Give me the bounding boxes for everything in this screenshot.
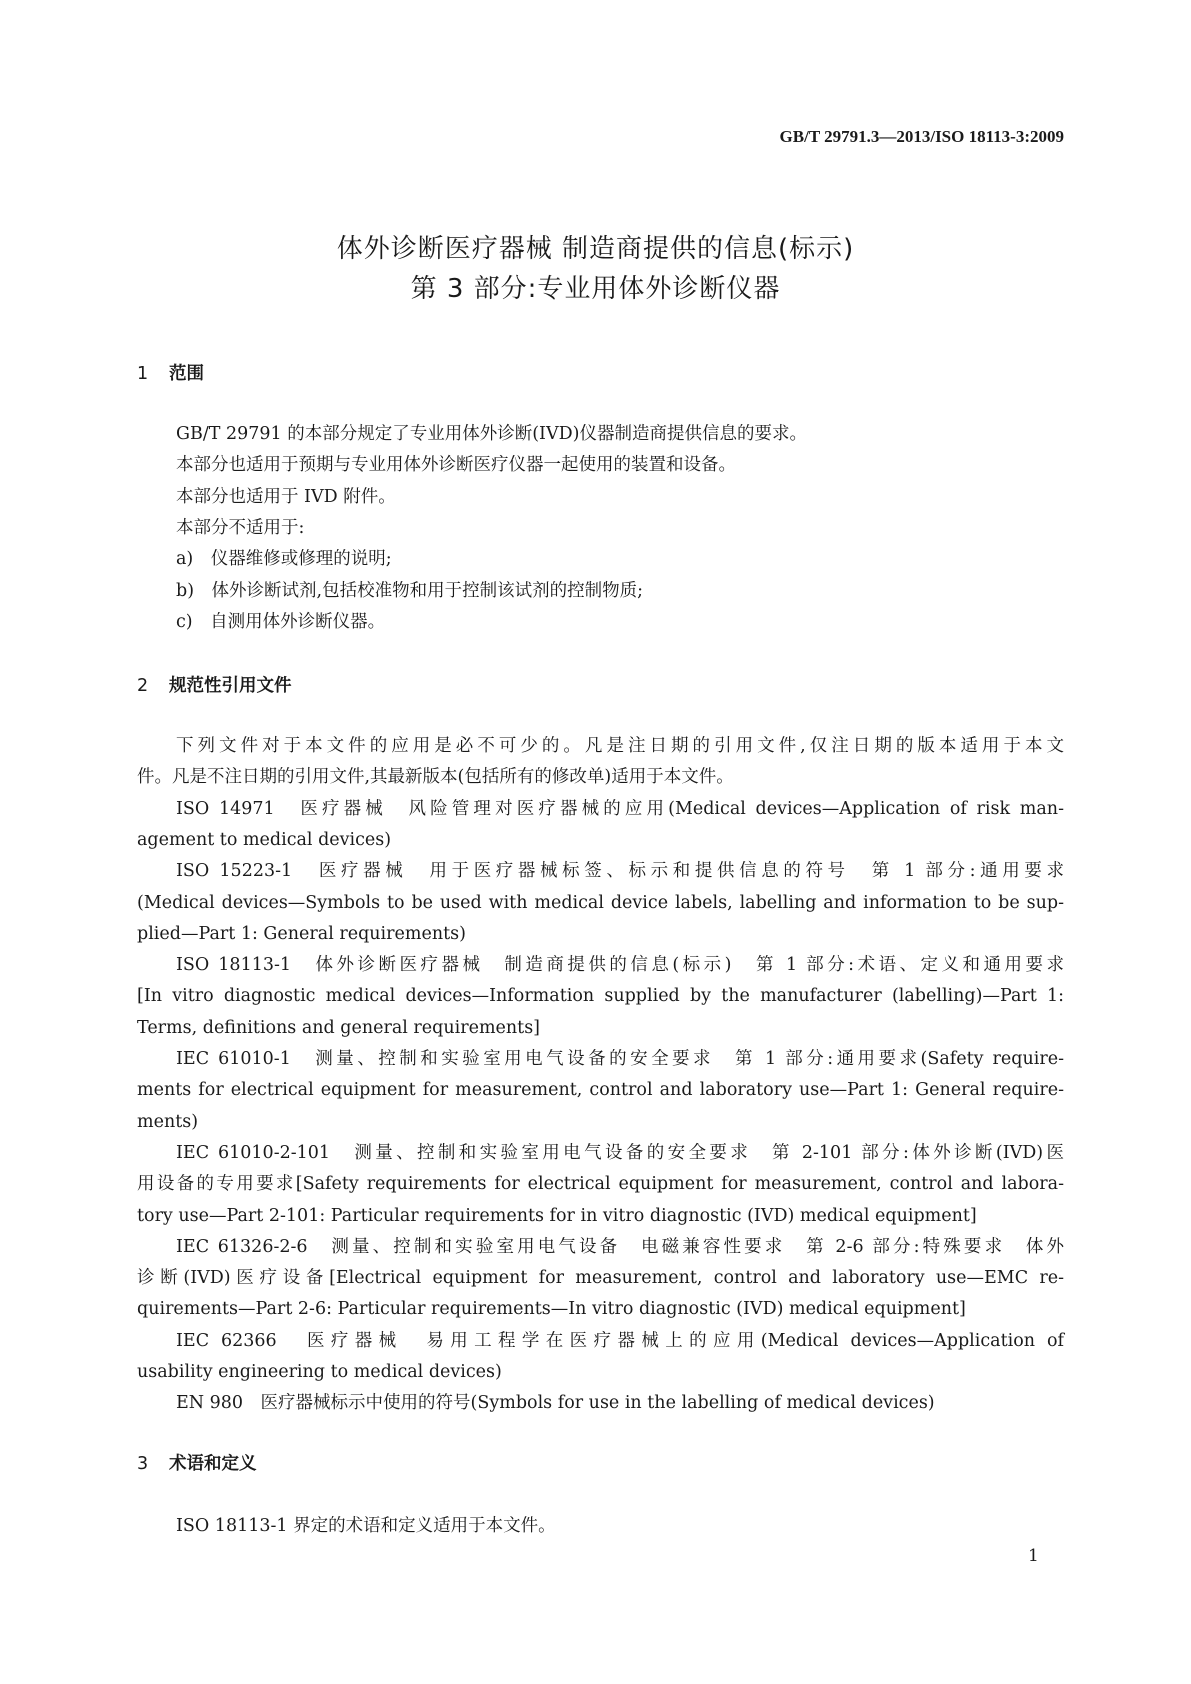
text-line: 件。凡是不注日期的引用文件,其最新版本(包括所有的修改单)适用于本文件。 bbox=[137, 767, 734, 788]
text-line: IEC 61326-2-6 测量、控制和实验室用电气设备 电磁兼容性要求 第 2-6 部分:特殊要求 体外 bbox=[176, 1236, 1064, 1257]
section-heading-1 bbox=[137, 360, 204, 385]
text-line: ISO 14971 医疗器械 风险管理对医疗器械的应用(Medical devices—Application of risk man- bbox=[176, 798, 1064, 819]
text-line: c) 自测用体外诊断仪器。 bbox=[176, 611, 386, 632]
section-title: 规范性引用文件 bbox=[169, 676, 292, 696]
document-header: GB/T 29791.3—2013/ISO 18113-3:2009 bbox=[779, 127, 1064, 146]
text-line: tory use—Part 2-101: Particular requirements for in vitro diagnostic (IVD) medical equipment] bbox=[137, 1205, 977, 1226]
section-heading-2 bbox=[137, 672, 292, 697]
text-line: 本部分也适用于 IVD 附件。 bbox=[176, 486, 396, 507]
text-line: ISO 15223-1 医疗器械 用于医疗器械标签、标示和提供信息的符号 第 1 部分:通用要求 bbox=[176, 861, 1064, 882]
text-line: IEC 62366 医疗器械 易用工程学在医疗器械上的应用(Medical devices—Application of bbox=[176, 1330, 1064, 1351]
text-line: ISO 18113-1 界定的术语和定义适用于本文件。 bbox=[176, 1516, 556, 1536]
text-line: ments for electrical equipment for measurement, control and laboratory use—Part 1: General require- bbox=[137, 1080, 1064, 1101]
text-line: EN 980 医疗器械标示中使用的符号(Symbols for use in the labelling of medical devices) bbox=[176, 1393, 935, 1414]
text-line: 诊断(IVD)医疗设备[Electrical equipment for measurement, control and laboratory use—EMC re- bbox=[137, 1268, 1064, 1289]
text-line: 本部分不适用于: bbox=[176, 517, 305, 538]
section-heading-3 bbox=[137, 1450, 257, 1475]
section-number: 2 bbox=[137, 676, 149, 696]
section-number: 1 bbox=[137, 364, 149, 384]
section-title: 术语和定义 bbox=[169, 1454, 257, 1474]
title-line-2: 第 3 部分:专业用体外诊断仪器 bbox=[410, 274, 781, 304]
text-line: IEC 61010-1 测量、控制和实验室用电气设备的安全要求 第 1 部分:通用要求(Safety require- bbox=[176, 1049, 1064, 1069]
page-number: 1 bbox=[1028, 1546, 1039, 1566]
text-line: quirements—Part 2-6: Particular requirements—In vitro diagnostic (IVD) medical equipment] bbox=[137, 1299, 966, 1320]
text-line: agement to medical devices) bbox=[137, 829, 392, 850]
text-line: GB/T 29791 的本部分规定了专业用体外诊断(IVD)仪器制造商提供信息的要求。 bbox=[176, 424, 807, 444]
text-line: usability engineering to medical devices) bbox=[137, 1362, 502, 1382]
text-line: IEC 61010-2-101 测量、控制和实验室用电气设备的安全要求 第 2-101 部分:体外诊断(IVD)医 bbox=[176, 1142, 1064, 1163]
section-title: 范围 bbox=[169, 364, 204, 384]
text-line: 下列文件对于本文件的应用是必不可少的。凡是注日期的引用文件,仅注日期的版本适用于本文 bbox=[176, 736, 1064, 756]
text-line: ISO 18113-1 体外诊断医疗器械 制造商提供的信息(标示) 第 1 部分:术语、定义和通用要求 bbox=[176, 955, 1064, 976]
text-line: a) 仪器维修或修理的说明; bbox=[176, 549, 392, 570]
text-line: 用设备的专用要求[Safety requirements for electrical equipment for measurement, control and labora- bbox=[137, 1174, 1064, 1195]
text-line: (Medical devices—Symbols to be used with medical device labels, labelling and information to be sup- bbox=[137, 892, 1064, 913]
text-line: [In vitro diagnostic medical devices—Information supplied by the manufacturer (labelling)—Part 1: bbox=[137, 986, 1064, 1007]
text-line: b) 体外诊断试剂,包括校准物和用于控制该试剂的控制物质; bbox=[176, 580, 643, 601]
text-line: Terms, definitions and general requirements] bbox=[137, 1017, 541, 1038]
text-line: ments) bbox=[137, 1111, 199, 1132]
title-line-1: 体外诊断医疗器械 制造商提供的信息(标示) bbox=[336, 234, 855, 264]
text-line: 本部分也适用于预期与专业用体外诊断医疗仪器一起使用的装置和设备。 bbox=[176, 455, 736, 476]
section-number: 3 bbox=[137, 1454, 149, 1474]
text-line: plied—Part 1: General requirements) bbox=[137, 923, 466, 944]
